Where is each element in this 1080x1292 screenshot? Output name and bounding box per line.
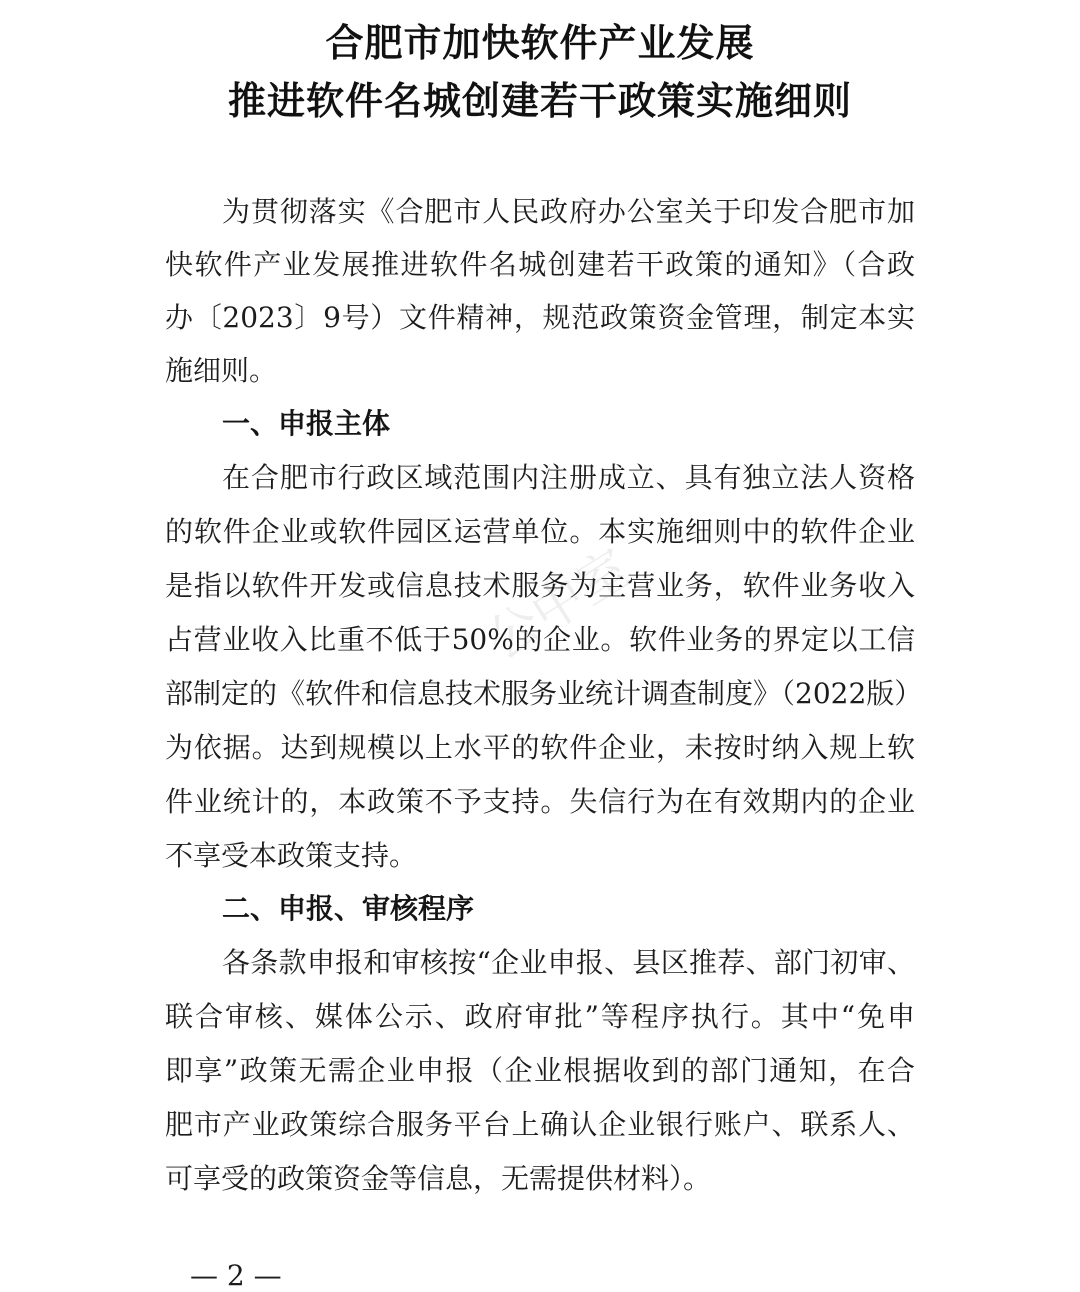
section-1-line-5: 部制定的《软件和信息技术服务业统计调查制度》（2022版） <box>165 677 923 710</box>
intro-line-1: 为贯彻落实《合肥市人民政府办公室关于印发合肥市加 <box>222 195 915 228</box>
section-1-line-2: 的软件企业或软件园区运营单位。本实施细则中的软件企业 <box>165 515 915 548</box>
intro-line-2: 快软件产业发展推进软件名城创建若干政策的通知》（合政 <box>165 248 915 281</box>
document-title-line-1: 合肥市加快软件产业发展 <box>325 21 755 65</box>
section-1-line-3: 是指以软件开发或信息技术服务为主营业务，软件业务收入 <box>165 569 915 602</box>
section-1-line-7: 件业统计的，本政策不予支持。失信行为在有效期内的企业 <box>165 785 915 818</box>
section-2-line-2: 联合审核、媒体公示、政府审批”等程序执行。其中“免申 <box>165 1000 915 1033</box>
section-2-line-3: 即享”政策无需企业申报（企业根据收到的部门通知，在合 <box>165 1054 915 1087</box>
section-1-line-8: 不享受本政策支持。 <box>165 839 418 872</box>
page-number: — 2 — <box>190 1259 282 1292</box>
section-1-line-4: 占营业收入比重不低于50%的企业。软件业务的界定以工信 <box>165 623 915 656</box>
section-2-heading: 二、申报、审核程序 <box>222 892 475 925</box>
section-2-line-4: 肥市产业政策综合服务平台上确认企业银行账户、联系人、 <box>165 1108 915 1141</box>
section-1-heading: 一、申报主体 <box>222 407 391 440</box>
intro-line-4: 施细则。 <box>165 354 278 387</box>
watermark: 公中室 <box>476 538 641 672</box>
section-1-line-6: 为依据。达到规模以上水平的软件企业，未按时纳入规上软 <box>165 731 915 764</box>
section-2-line-5: 可享受的政策资金等信息，无需提供材料）。 <box>165 1162 712 1195</box>
section-2-line-1: 各条款申报和审核按“企业申报、县区推荐、部门初审、 <box>222 946 915 979</box>
section-1-line-1: 在合肥市行政区域范围内注册成立、具有独立法人资格 <box>222 461 915 494</box>
intro-line-3: 办〔2023〕9号）文件精神，规范政策资金管理，制定本实 <box>165 301 915 334</box>
document-title-line-2: 推进软件名城创建若干政策实施细则 <box>227 79 852 123</box>
